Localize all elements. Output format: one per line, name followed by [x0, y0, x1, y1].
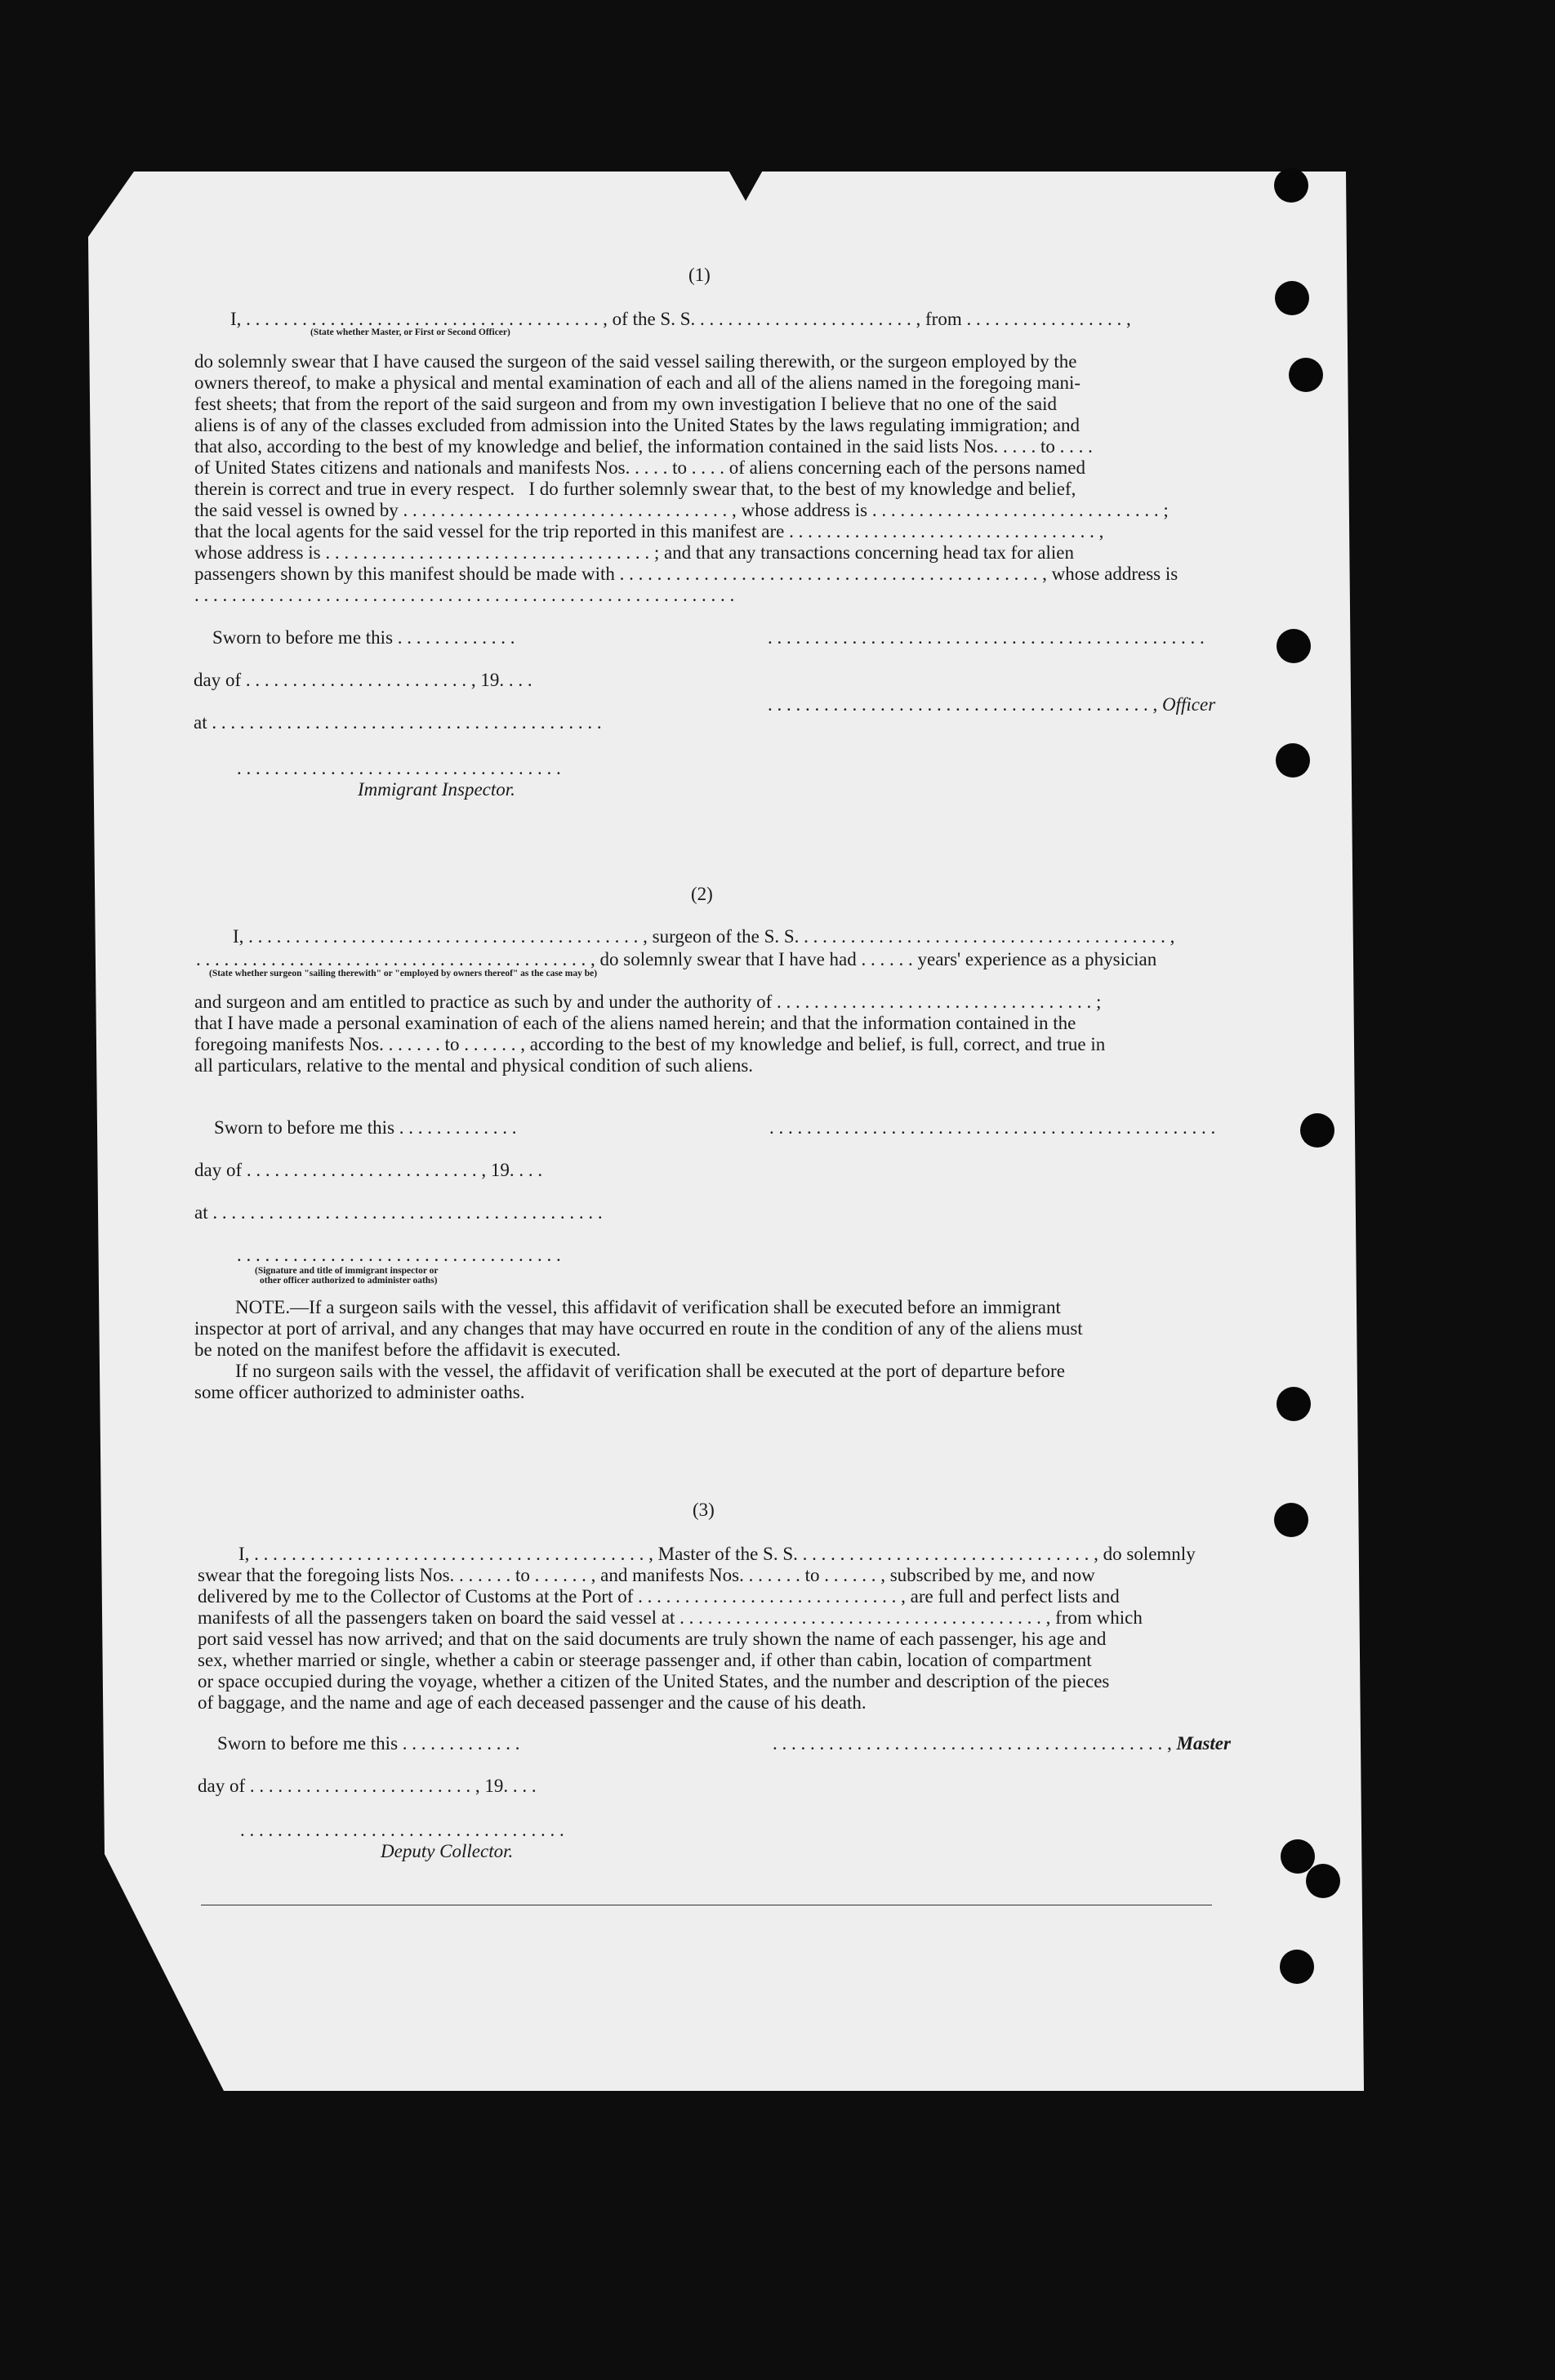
master-line [773, 1733, 1231, 1754]
text-line: the said vessel is owned by . . . . . . . . . . . . . . . . . . . . . . . . . . . . . . . . . . . , whose address is . . . . . . . . . . . . . . . . . . . . . . . . . . . . . . . ; [194, 500, 1169, 520]
punch-hole [1274, 1503, 1308, 1537]
text-line: If no surgeon sails with the vessel, the affidavit of verification shall be executed at the port of departure before [235, 1361, 1065, 1381]
text-line: do solemnly swear that I have caused the surgeon of the said vessel sailing therewith, or the surgeon employed by the [194, 351, 1077, 372]
text-line: passengers shown by this manifest should be made with . . . . . . . . . . . . . . . . . . . . . . . . . . . . . . . . . . . . . . . . . . . . . , whose address is [194, 564, 1179, 584]
punch-hole [1306, 1864, 1340, 1898]
signature-dots: . . . . . . . . . . . . . . . . . . . . . . . . . . . . . . . . . . . [237, 1245, 561, 1265]
punch-hole [1276, 743, 1310, 778]
oath-paragraph [194, 992, 1207, 1076]
signature-dots: . . . . . . . . . . . . . . . . . . . . . . . . . . . . . . . . . . . [237, 758, 561, 778]
punch-hole [1280, 1950, 1314, 1984]
text-line: of United States citizens and nationals and manifests Nos. . . . . to . . . . of aliens concerning each of the persons named [194, 457, 1085, 478]
officer-line [768, 694, 1215, 715]
text-line: inspector at port of arrival, and any changes that may have occurred en route in the condition of any of the aliens must [194, 1318, 1083, 1339]
signature-hint: (Signature and title of immigrant inspector or [255, 1266, 439, 1276]
inspector-label: Immigrant Inspector. [358, 779, 515, 800]
text-line: swear that the foregoing lists Nos. . . . . . . to . . . . . . , and manifests Nos. . . . . . . to . . . . . . , subscribed by me, and now [198, 1565, 1095, 1585]
section-number: (1) [688, 265, 711, 285]
place-line: at . . . . . . . . . . . . . . . . . . . . . . . . . . . . . . . . . . . . . . . . . . [194, 712, 602, 733]
place-line: at . . . . . . . . . . . . . . . . . . . . . . . . . . . . . . . . . . . . . . . . . . [194, 1202, 603, 1223]
signature-dots: . . . . . . . . . . . . . . . . . . . . . . . . . . . . . . . . . . . . . . . . . . , [773, 1733, 1177, 1754]
text-line: of baggage, and the name and age of each deceased passenger and the cause of his death. [198, 1692, 867, 1713]
text-line: be noted on the manifest before the affidavit is executed. [194, 1339, 621, 1360]
sworn-line: Sworn to before me this . . . . . . . . . . . . . [214, 1117, 517, 1138]
text-line: or space occupied during the voyage, whether a citizen of the United States, and the number and description of the pieces [198, 1671, 1110, 1691]
section-number: (2) [691, 884, 713, 904]
date-line: day of . . . . . . . . . . . . . . . . . . . . . . . . , 19. . . . [194, 670, 532, 690]
oath-line: I, . . . . . . . . . . . . . . . . . . . . . . . . . . . . . . . . . . . . . . . . . . , surgeon of the S. S. . . . . . . . . . . . . . . . . . . . . . . . . . . . . . . . . . . . . . . . , [233, 926, 1175, 947]
sworn-line: Sworn to before me this . . . . . . . . . . . . . [212, 627, 515, 648]
officer-label: Officer [1162, 694, 1216, 715]
text-line: all particulars, relative to the mental and physical condition of such aliens. [194, 1055, 754, 1076]
signature-dots: . . . . . . . . . . . . . . . . . . . . . . . . . . . . . . . . . . . [240, 1820, 564, 1840]
punch-hole [1277, 629, 1311, 663]
text-line: . . . . . . . . . . . . . . . . . . . . . . . . . . . . . . . . . . . . . . . . . . . . . . . . . . . . . . . . . . [194, 585, 735, 605]
date-line: day of . . . . . . . . . . . . . . . . . . . . . . . . . , 19. . . . [194, 1160, 543, 1180]
text-line: aliens is of any of the classes excluded from admission into the United States by the laws regulating immigration; and [194, 415, 1080, 435]
oath-line: I, . . . . . . . . . . . . . . . . . . . . . . . . . . . . . . . . . . . . . . , of the S. S. . . . . . . . . . . . . . . . . . . . . . . . , from . . . . . . . . . . . . . . . . . , [230, 309, 1131, 329]
text-line: delivered by me to the Collector of Customs at the Port of . . . . . . . . . . . . . . . . . . . . . . . . . . . . , are full and perfect lists and [198, 1586, 1120, 1607]
punch-hole [1277, 1387, 1311, 1421]
text-line: foregoing manifests Nos. . . . . . . to . . . . . . , according to the best of my knowledge and belief, is full, correct, and true in [194, 1034, 1106, 1054]
oath-paragraph [198, 1544, 1212, 1714]
oath-line: . . . . . . . . . . . . . . . . . . . . . . . . . . . . . . . . . . . . . . . . . . , do solemnly swear that I have had . . . . . . years' experience as a physician [196, 949, 1157, 969]
text-line: that I have made a personal examination of each of the aliens named herein; and that the information contained in the [194, 1013, 1076, 1033]
oath-paragraph [194, 351, 1207, 606]
section-number: (3) [693, 1500, 715, 1520]
date-line: day of . . . . . . . . . . . . . . . . . . . . . . . . , 19. . . . [198, 1776, 537, 1796]
text-line: manifests of all the passengers taken on board the said vessel at . . . . . . . . . . . . . . . . . . . . . . . . . . . . . . . . . . . . . . . , from which [198, 1607, 1143, 1628]
text-line: sex, whether married or single, whether a cabin or steerage passenger and, if other than cabin, location of compartment [198, 1650, 1092, 1670]
text-line: some officer authorized to administer oaths. [194, 1382, 525, 1402]
signature-hint: other officer authorized to administer oaths) [260, 1276, 438, 1286]
text-line: therein is correct and true in every respect. I do further solemnly swear that, to the best of my knowledge and belief, [194, 479, 1076, 499]
signature-dots: . . . . . . . . . . . . . . . . . . . . . . . . . . . . . . . . . . . . . . . . . . . . . . . [768, 627, 1205, 648]
text-line: owners thereof, to make a physical and mental examination of each and all of the aliens named in the foregoing mani- [194, 372, 1081, 393]
punch-hole [1275, 281, 1309, 315]
signature-dots: . . . . . . . . . . . . . . . . . . . . . . . . . . . . . . . . . . . . . . . . . , [768, 694, 1162, 715]
text-line: that the local agents for the said vessel for the trip reported in this manifest are . . . . . . . . . . . . . . . . . . . . . . . . . . . . . . . . . , [194, 521, 1104, 542]
sworn-line: Sworn to before me this . . . . . . . . . . . . . [217, 1733, 520, 1754]
paper-tear [723, 160, 769, 201]
text-line: whose address is . . . . . . . . . . . . . . . . . . . . . . . . . . . . . . . . . . . ; and that any transactions concerning head tax for alien [194, 542, 1074, 563]
text-line: and surgeon and am entitled to practice as such by and under the authority of . . . . . . . . . . . . . . . . . . . . . . . . . . . . . . . . . . ; [194, 992, 1102, 1012]
punch-hole [1274, 168, 1308, 203]
collector-label: Deputy Collector. [381, 1841, 514, 1861]
master-label: Master [1176, 1733, 1231, 1754]
note-paragraph [194, 1297, 1209, 1403]
text-line: that also, according to the best of my knowledge and belief, the information contained in the said lists Nos. . . . . to . . . . [194, 436, 1093, 457]
field-hint: (State whether Master, or First or Second Officer) [310, 328, 510, 337]
text-line: fest sheets; that from the report of the said surgeon and from my own investigation I believe that no one of the said [194, 394, 1058, 414]
signature-dots: . . . . . . . . . . . . . . . . . . . . . . . . . . . . . . . . . . . . . . . . . . . . . . . . [769, 1117, 1216, 1138]
text-line: port said vessel has now arrived; and that on the said documents are truly shown the name of each passenger, his age and [198, 1629, 1107, 1649]
text-line: NOTE.—If a surgeon sails with the vessel, this affidavit of verification shall be executed before an immigrant [235, 1297, 1061, 1317]
field-hint: (State whether surgeon "sailing therewith" or "employed by owners thereof" as the case may be) [209, 969, 598, 978]
punch-hole [1289, 358, 1323, 392]
text-line: I, . . . . . . . . . . . . . . . . . . . . . . . . . . . . . . . . . . . . . . . . . . , Master of the S. S. . . . . . . . . . . . . . . . . . . . . . . . . . . . . . . . , do solemnly [238, 1544, 1196, 1564]
punch-hole [1300, 1113, 1334, 1148]
